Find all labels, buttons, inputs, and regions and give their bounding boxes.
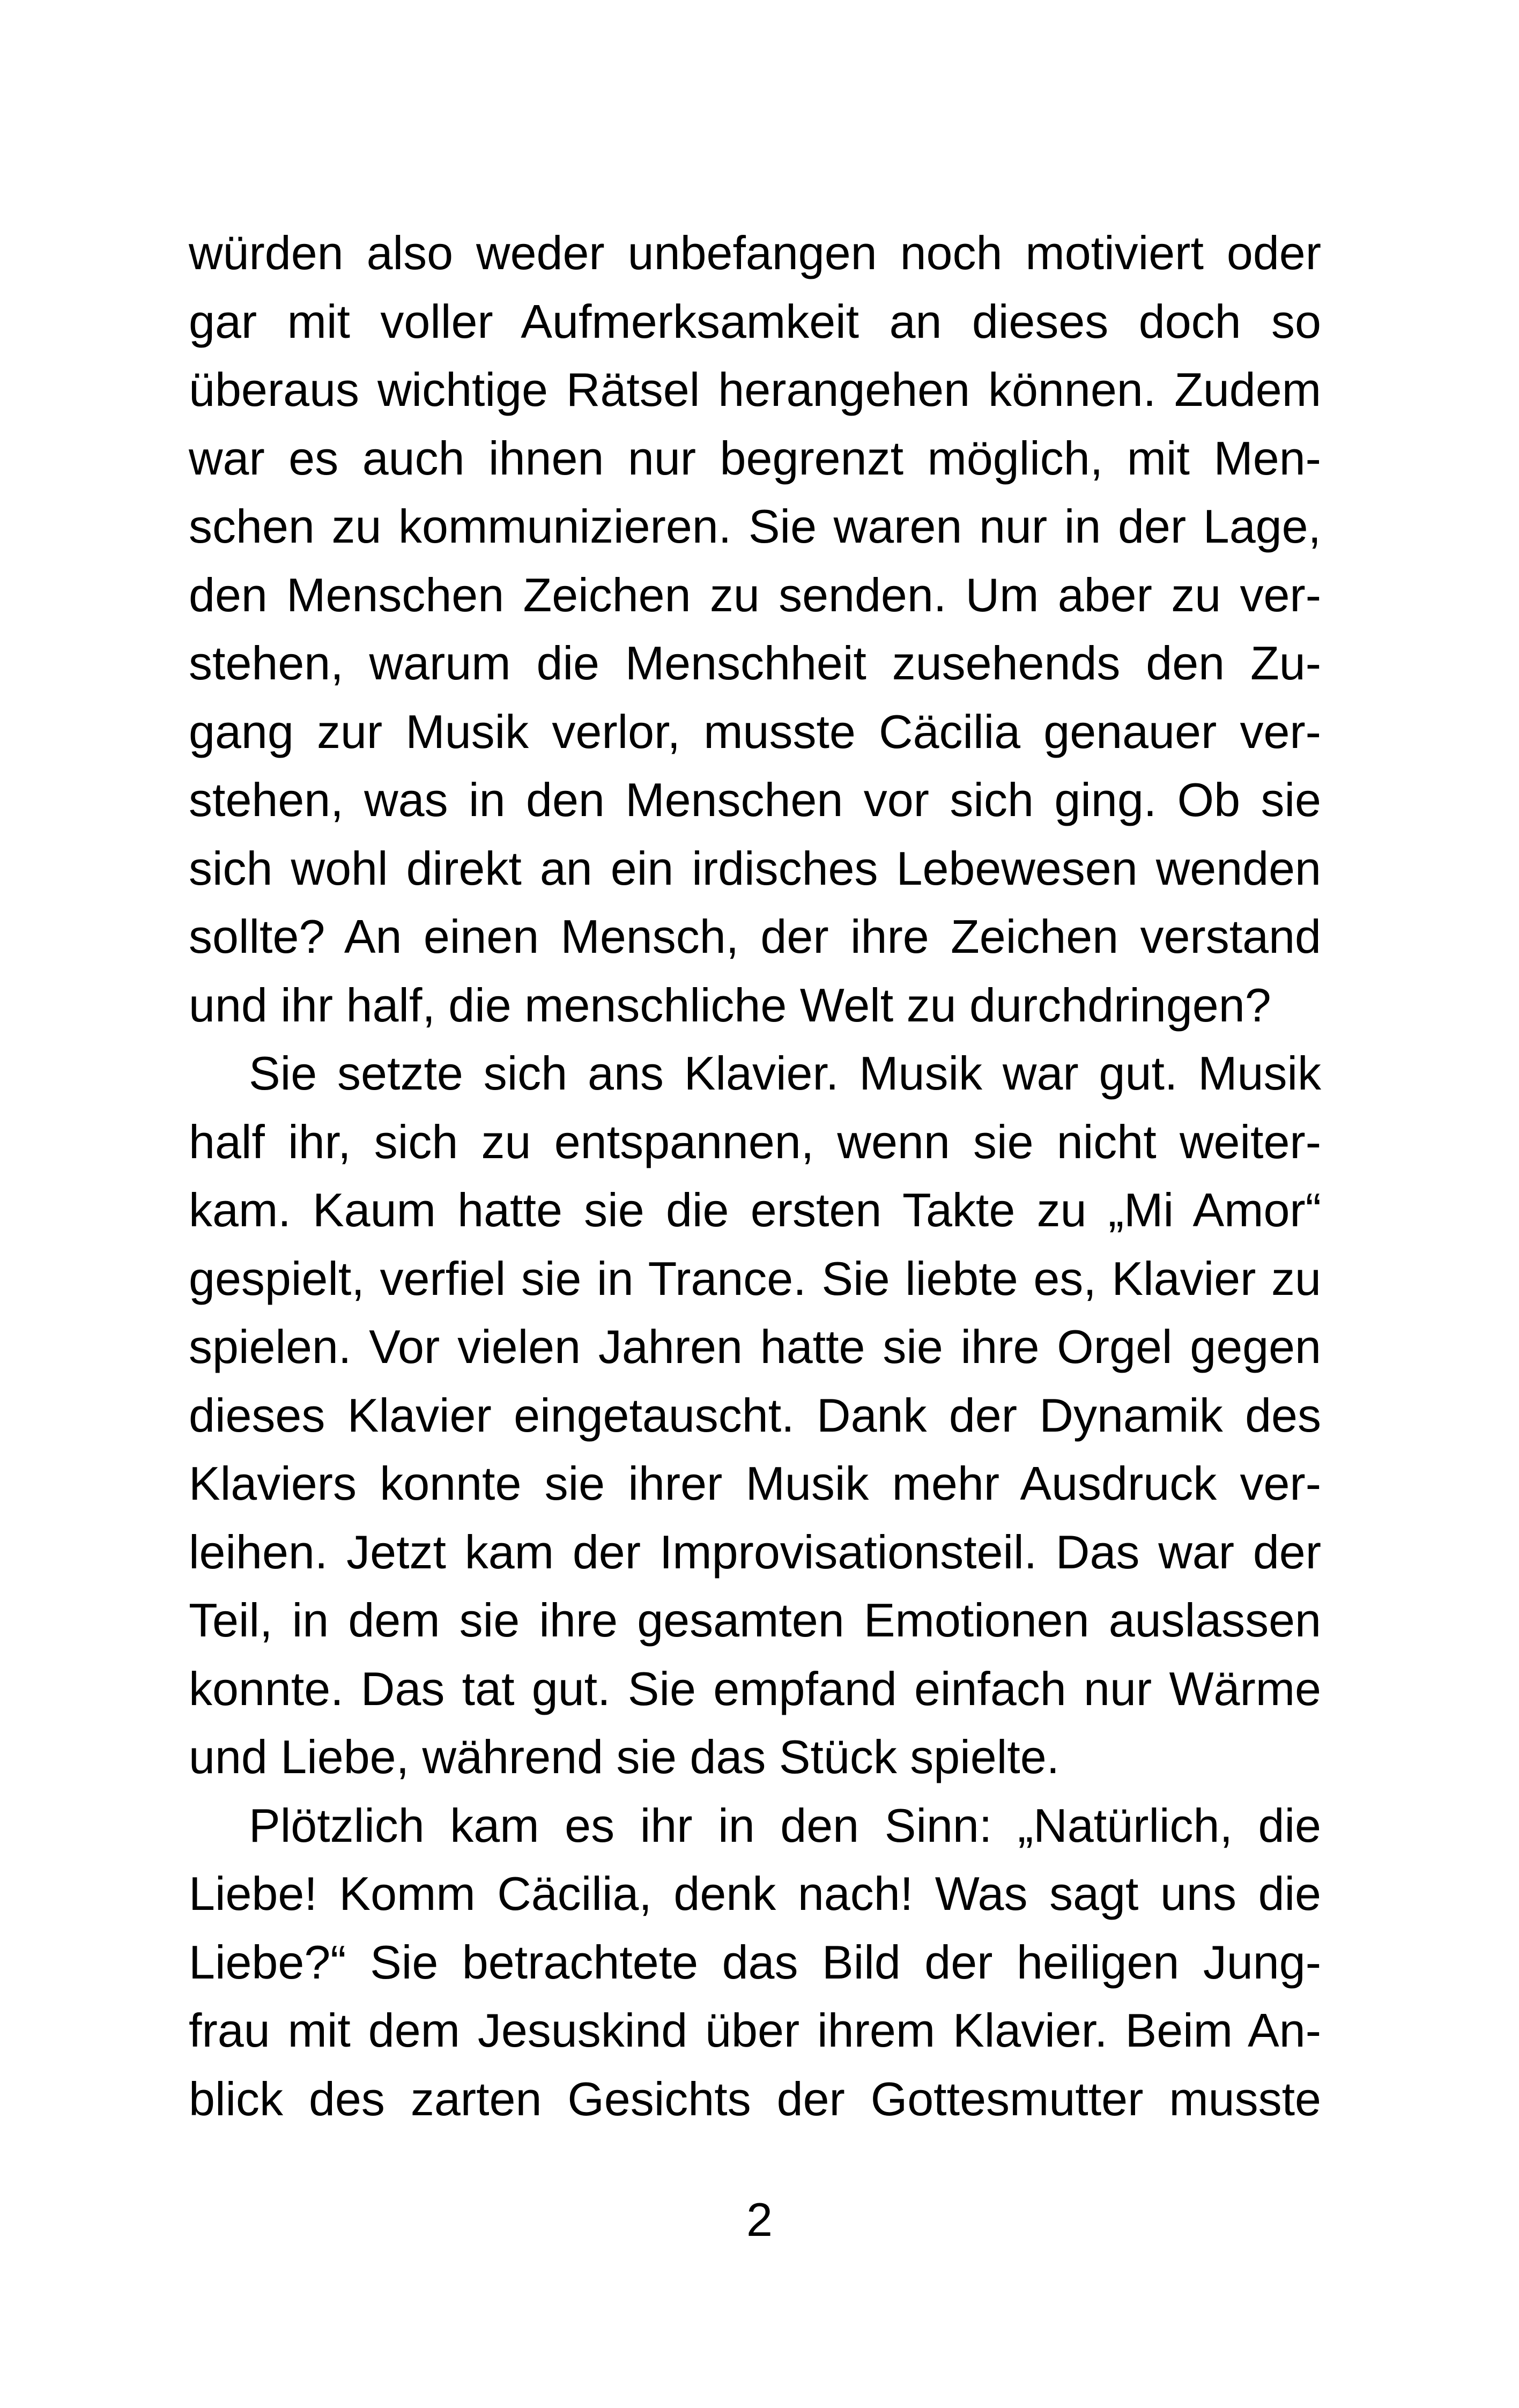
text-line: stehen, warum die Menschheit zusehends den Zu- (189, 636, 1321, 690)
page-number: 2 (746, 2193, 773, 2246)
text-line: spielen. Vor vielen Jahren hatte sie ihre Orgel gegen (189, 1320, 1321, 1373)
body-text (189, 219, 1321, 2133)
text-line: leihen. Jetzt kam der Improvisationsteil. Das war der (189, 1525, 1321, 1579)
text-line: frau mit dem Jesuskind über ihrem Klavier. Beim An- (189, 2004, 1321, 2057)
text-line: blick des zarten Gesichts der Gottesmutter musste (189, 2072, 1321, 2125)
text-line: überaus wichtige Rätsel herangehen können. Zudem (189, 363, 1321, 416)
paragraph-first-line: Sie setzte sich ans Klavier. Musik war gut. Musik (249, 1047, 1321, 1100)
paragraph-first-line: Plötzlich kam es ihr in den Sinn: „Natürlich, die (249, 1798, 1321, 1852)
text-line: gang zur Musik verlor, musste Cäcilia genauer ver- (189, 705, 1321, 758)
text-line: Teil, in dem sie ihre gesamten Emotionen auslassen (189, 1594, 1321, 1647)
text-line: sollte? An einen Mensch, der ihre Zeichen verstand (189, 910, 1321, 963)
text-line: dieses Klavier eingetauscht. Dank der Dynamik des (189, 1388, 1321, 1442)
text-line: würden also weder unbefangen noch motiviert oder (189, 226, 1321, 279)
text-line: war es auch ihnen nur begrenzt möglich, mit Men- (189, 431, 1321, 485)
text-line: konnte. Das tat gut. Sie empfand einfach nur Wärme (189, 1662, 1321, 1715)
text-line: gespielt, verfiel sie in Trance. Sie liebte es, Klavier zu (189, 1251, 1321, 1305)
text-line: Liebe?“ Sie betrachtete das Bild der heiligen Jung- (189, 1935, 1321, 1989)
text-line: schen zu kommunizieren. Sie waren nur in der Lage, (189, 500, 1321, 553)
text-line: stehen, was in den Menschen vor sich ging. Ob sie (189, 773, 1321, 826)
text-line: und ihr half, die menschliche Welt zu durchdringen? (189, 978, 1271, 1032)
text-line: Klaviers konnte sie ihrer Musik mehr Ausdruck ver- (189, 1457, 1321, 1510)
text-line: den Menschen Zeichen zu senden. Um aber zu ver- (189, 568, 1321, 621)
text-line: gar mit voller Aufmerksamkeit an dieses doch so (189, 294, 1321, 348)
text-line: half ihr, sich zu entspannen, wenn sie nicht weiter- (189, 1115, 1321, 1168)
text-line: Liebe! Komm Cäcilia, denk nach! Was sagt uns die (189, 1867, 1321, 1920)
text-line: kam. Kaum hatte sie die ersten Takte zu „Mi Amor“ (189, 1183, 1321, 1236)
text-line: sich wohl direkt an ein irdisches Lebewesen wenden (189, 841, 1321, 895)
text-line: und Liebe, während sie das Stück spielte. (189, 1730, 1060, 1783)
